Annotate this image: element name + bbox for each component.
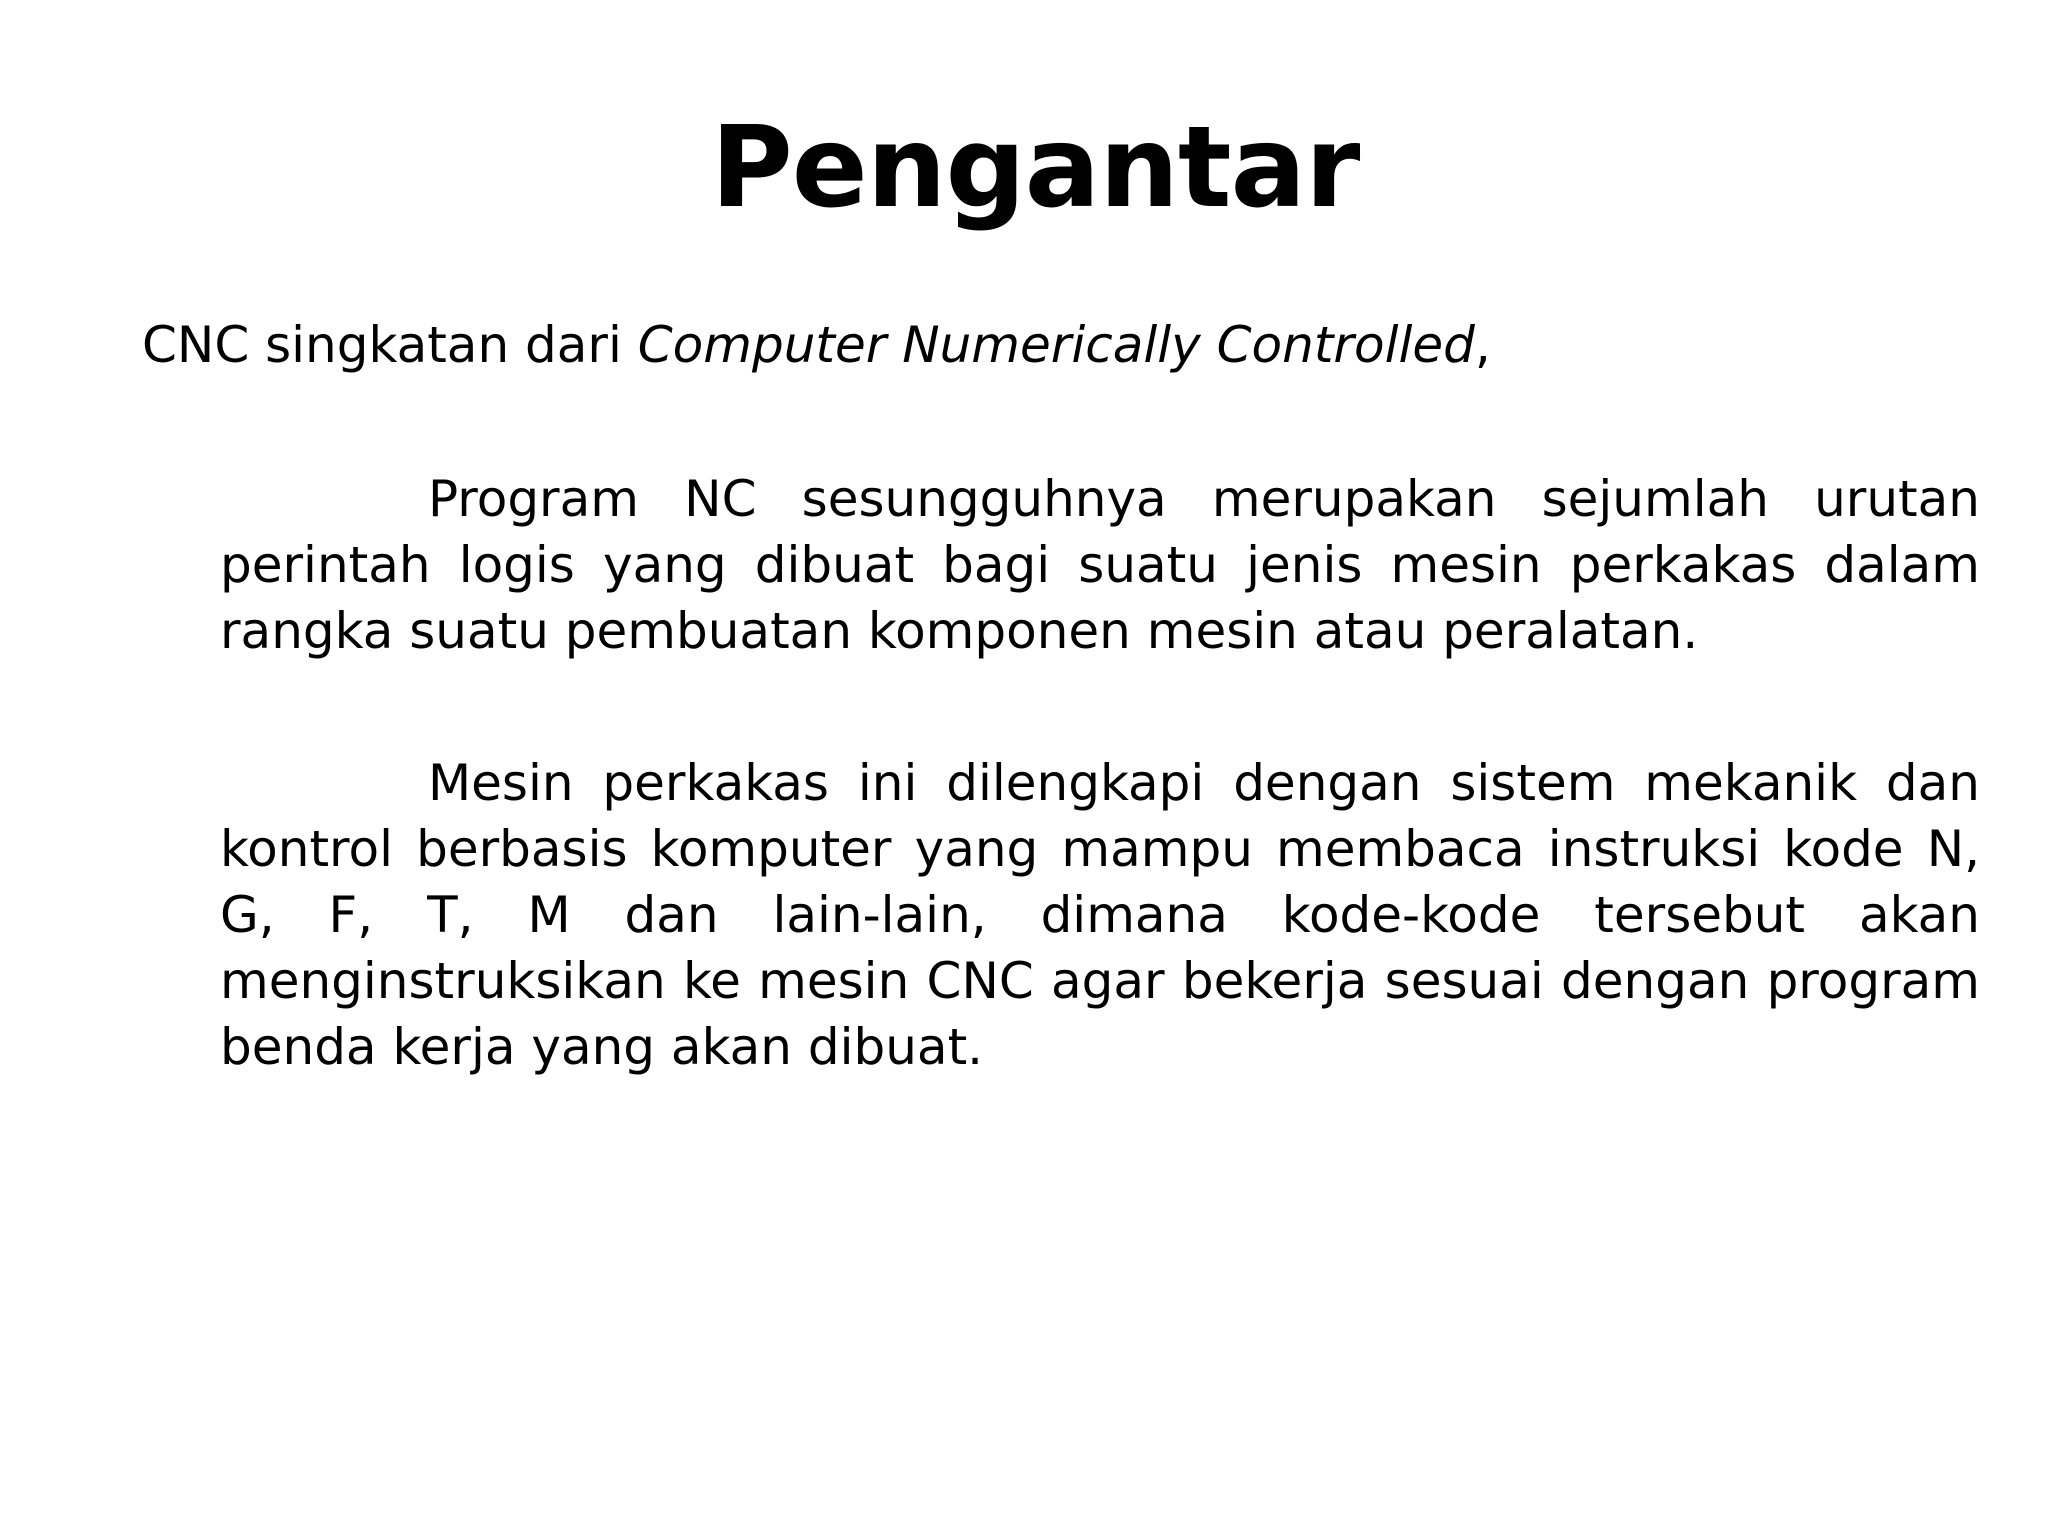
paragraph-mesin-perkakas: Mesin perkakas ini dilengkapi dengan sistem mekanik dan kontrol berbasis komputer yang mampu membaca instruksi kode N, G, F, T, M dan lain-lain, dimana kode-kode tersebut akan menginstruksikan ke mesin CNC agar bekerja sesuai dengan program benda kerja yang akan dibuat. bbox=[220, 754, 1980, 1076]
paragraph-program-nc: Program NC sesungguhnya merupakan sejumlah urutan perintah logis yang dibuat bagi suatu jenis mesin perkakas dalam rangka suatu pembuatan komponen mesin atau peralatan. bbox=[220, 470, 1980, 660]
intro-line bbox=[142, 312, 1992, 378]
slide-title: Pengantar bbox=[710, 103, 1360, 233]
intro-italic-term: Computer Numerically Controlled bbox=[637, 316, 1475, 374]
intro-prefix: CNC singkatan dari bbox=[142, 316, 638, 374]
intro-suffix: , bbox=[1474, 316, 1491, 374]
